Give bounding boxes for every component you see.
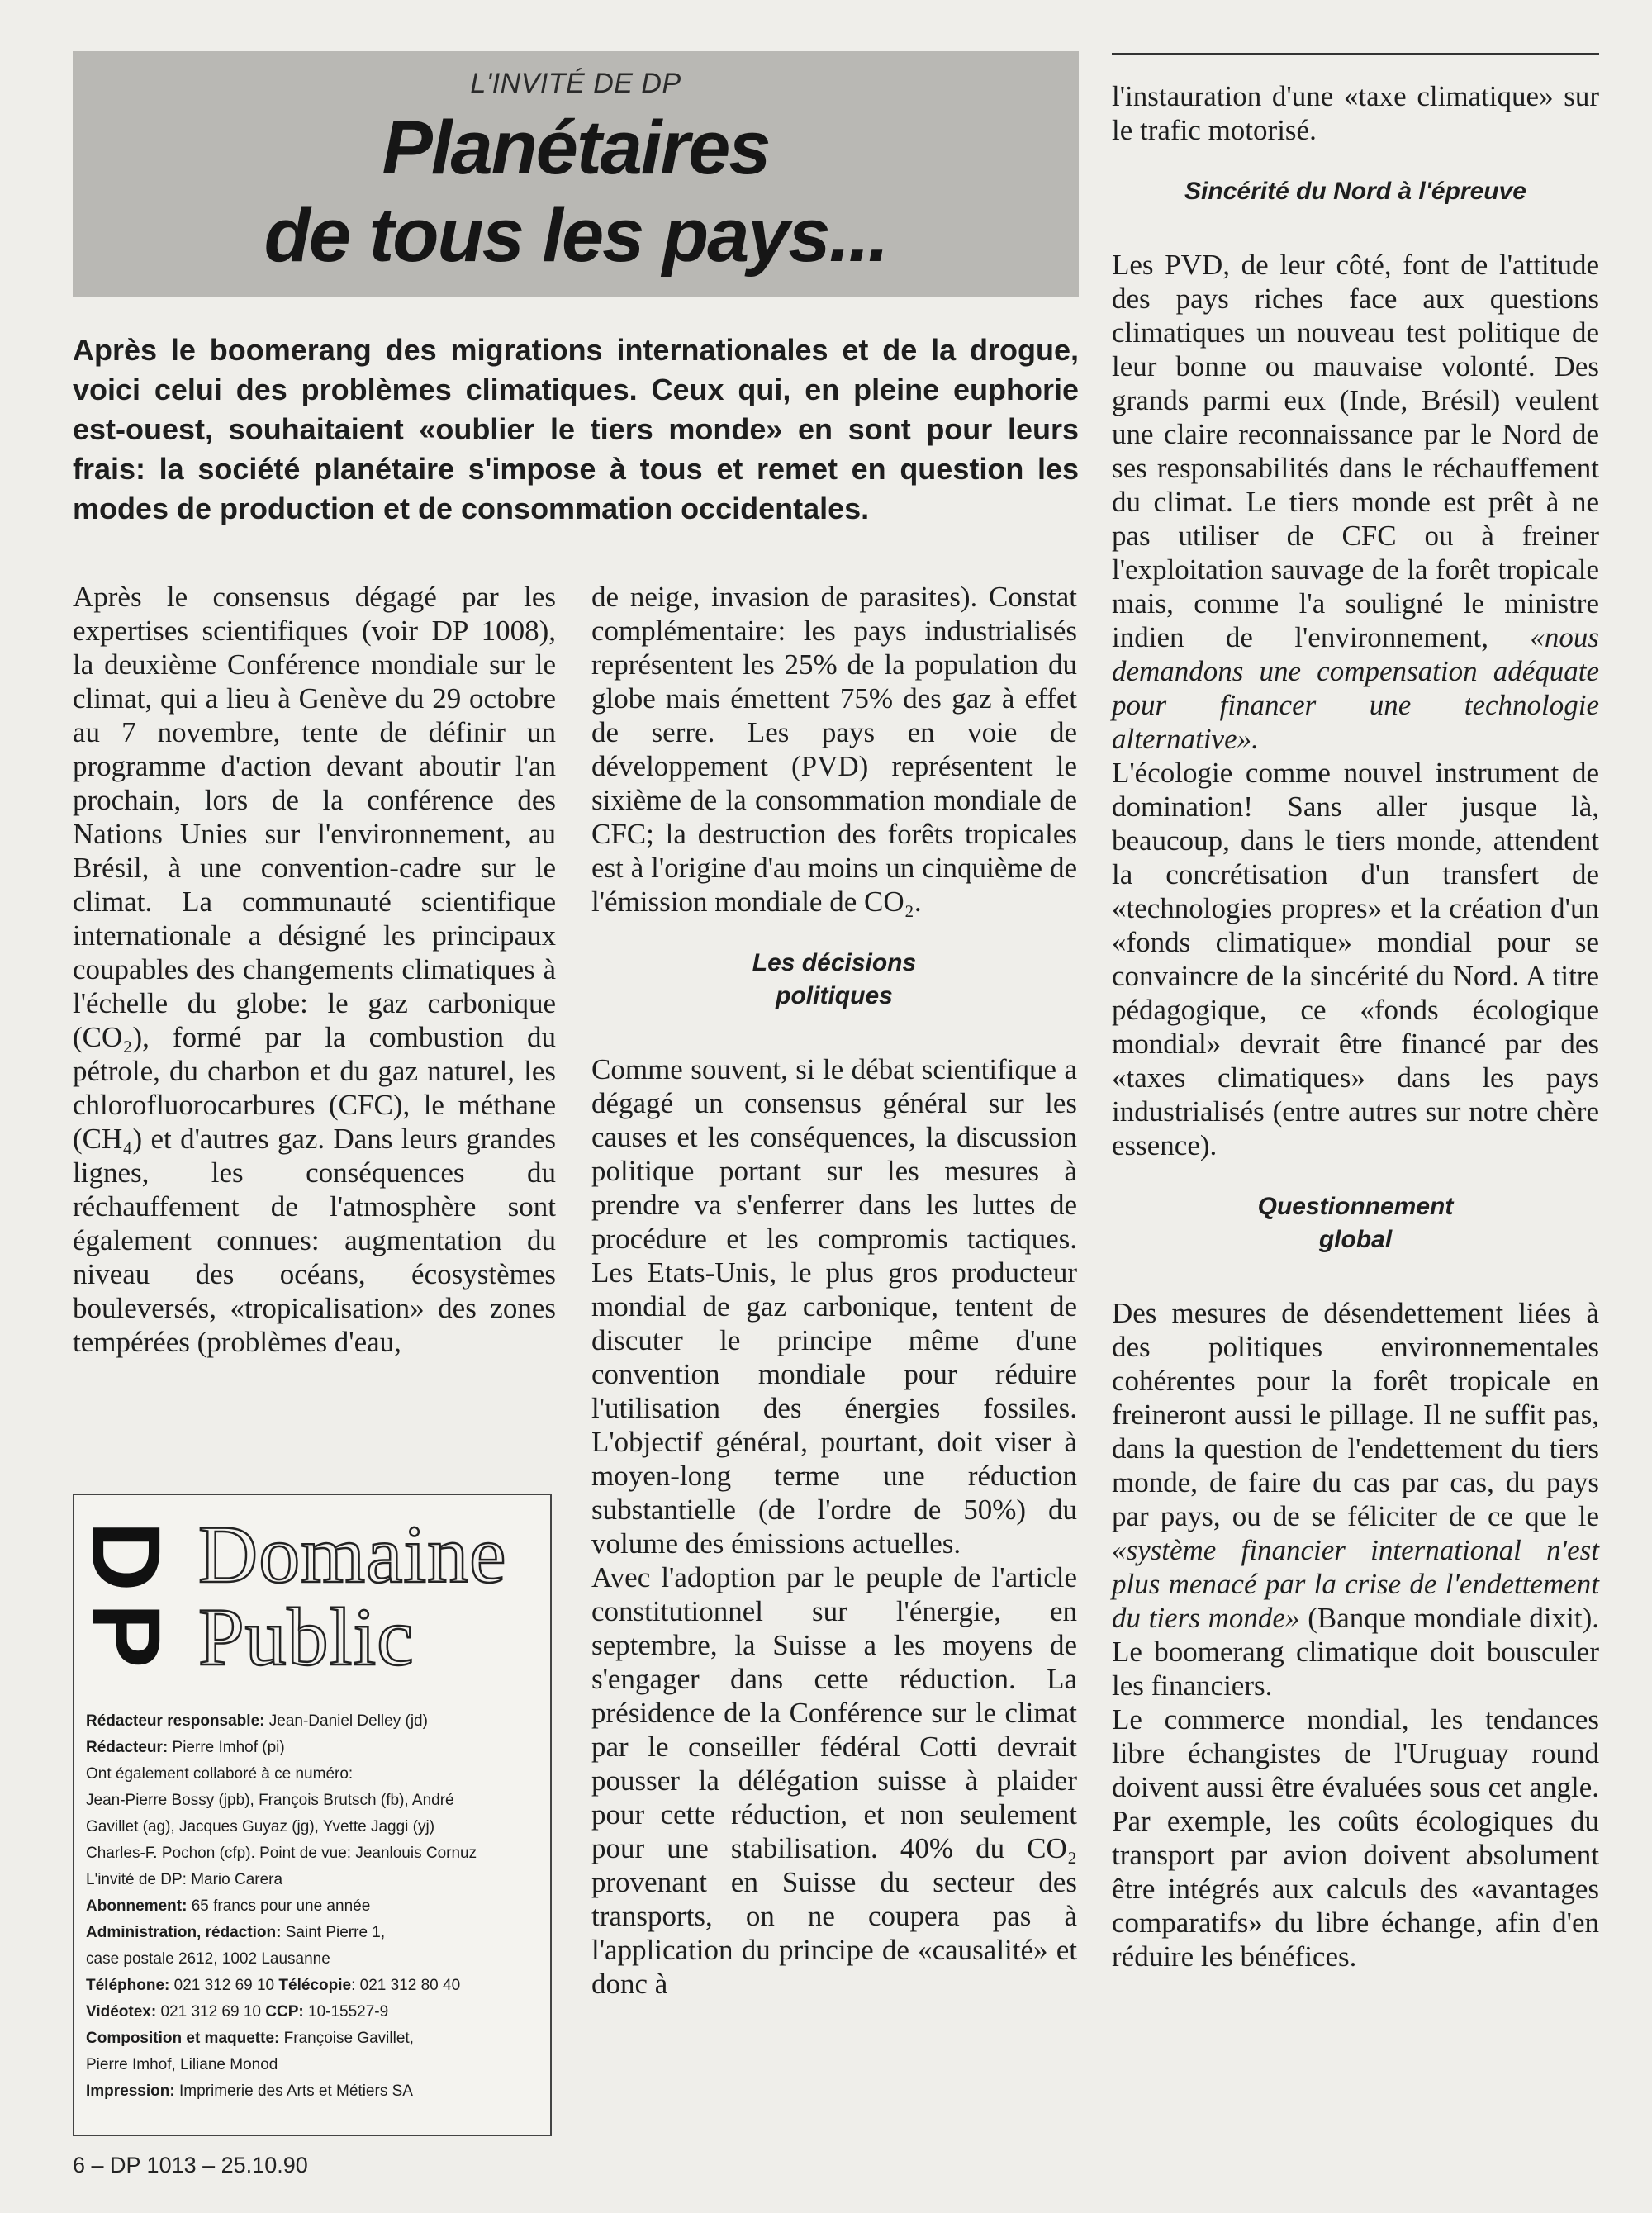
credit-line bbox=[86, 1973, 540, 1999]
credit-text: Saint Pierre 1, bbox=[281, 1924, 386, 1941]
subheading bbox=[591, 947, 1077, 1013]
credit-label: CCP: bbox=[265, 2003, 304, 2021]
text-run: (Banque mondiale dixit). Le boomerang climatique doit bousculer les financiers. bbox=[1112, 1602, 1600, 1702]
credit-text: 65 francs pour une année bbox=[187, 1897, 371, 1915]
subheading-line: Sincérité du Nord à l'épreuve bbox=[1184, 178, 1526, 205]
credit-line bbox=[86, 1814, 540, 1840]
paragraph bbox=[1112, 1296, 1599, 1702]
credit-text: case postale 2612, 1002 Lausanne bbox=[86, 1950, 330, 1968]
credit-line bbox=[86, 1735, 540, 1761]
paragraph: l'instauration d'une «taxe climatique» sur le trafic motorisé. bbox=[1112, 80, 1599, 146]
masthead-wordmark bbox=[198, 1508, 507, 1683]
paragraph: de neige, invasion de parasites). Constat complémentaire: les pays industrialisés représentent les 25% de la population du globe mais émettent 75% des gaz à effet de serre. Les pays en voie de développement (PVD) représentent le sixième de la consommation mondiale de CFC; la destruction des forêts tropicales est à l'origine d'au moins un cinquième de l'émission mondiale de CO₂. bbox=[591, 581, 1077, 918]
paragraph: Comme souvent, si le débat scientifique a dégagé un consensus général sur les causes et les conséquences, la discussion politique portant sur les mesures à prendre va s'enferrer dans les luttes de procédure et les compromis tactiques. Les Etats-Unis, le plus gros producteur mondial de gaz carbonique, tentent de discuter le principe même d'une convention mondiale pour réduire l'utilisation des énergies fossiles. L'objectif général, pourtant, doit viser à moyen-long terme une réduction substantielle (de l'ordre de 50%) du volume des émissions actuelles. bbox=[591, 1053, 1077, 1560]
text-run: Les PVD, de leur côté, font de l'attitude des pays riches face aux questions climatiques un nouveau test politique de leur bonne ou mauvaise volonté. Des grands parmi eux (Inde, Brésil) veulent une claire reconnaissance par le Nord de ses responsabilités dans le réchauffement du climat. Le tiers monde est prêt à ne pas utiliser de CFC ou à freiner l'exploitation sauvage de la forêt tropicale mais, comme l'a souligné le ministre indien de l'environnement, bbox=[1112, 249, 1599, 653]
paragraph: L'écologie comme nouvel instrument de domination! Sans aller jusque là, beaucoup, dans le tiers monde, attendent la concrétisation d'un transfert de «technologies propres» et la création d'un «fonds climatique» mondial pour se convaincre de la sincérité du Nord. A titre pédagogique, ce «fonds écologique mondial» devrait être financé par des «taxes climatiques» dans les pays industrialisés (entre autres sur notre chère essence). bbox=[1112, 757, 1599, 1161]
credit-line bbox=[86, 2052, 540, 2078]
dp-logo-letters bbox=[71, 1517, 180, 1674]
paragraph: Avec l'adoption par le peuple de l'article constitutionnel sur l'énergie, en septembre, la Suisse a les moyens de s'engager dans cette réduction. La présidence de la Conférence sur le climat par le conseiller fédéral Cotti devrait pousser la délégation suisse à plaider pour cette réduction, et non seulement pour une stabilisation. 40% du CO₂ provenant en Suisse du secteur des transports, on ne coupera pas à l'application du principe de «causalité» et donc à bbox=[591, 1561, 1077, 2000]
credit-text: Jean-Daniel Delley (jd) bbox=[264, 1712, 428, 1730]
page-folio: 6 – DP 1013 – 25.10.90 bbox=[73, 2153, 308, 2177]
column-1 bbox=[73, 580, 556, 1359]
title-line-1: Planétaires bbox=[382, 106, 770, 190]
wordmark-line-1: Domaine bbox=[198, 1508, 507, 1600]
credits bbox=[86, 1708, 540, 2105]
credit-line bbox=[86, 1946, 540, 1973]
credit-label: Composition et maquette: bbox=[86, 2030, 280, 2047]
credit-label: Abonnement: bbox=[86, 1897, 188, 1915]
credit-line bbox=[86, 1788, 540, 1814]
credit-text: Pierre Imhof, Liliane Monod bbox=[86, 2056, 278, 2073]
title-line-2: de tous les pays... bbox=[263, 193, 888, 278]
credit-text: Gavillet (ag), Jacques Guyaz (jg), Yvette Jaggi (yj) bbox=[86, 1818, 435, 1835]
credit-label: Impression: bbox=[86, 2082, 175, 2100]
credit-text: Françoise Gavillet, bbox=[279, 2030, 414, 2047]
credit-text: Pierre Imhof (pi) bbox=[168, 1739, 285, 1756]
credit-line bbox=[86, 1840, 540, 1867]
credit-label: Télécopie bbox=[278, 1977, 352, 1994]
logo-letter-d: D bbox=[71, 1521, 180, 1592]
credit-text: Ont également collaboré à ce numéro: bbox=[86, 1765, 354, 1783]
credit-label: Administration, rédaction: bbox=[86, 1924, 282, 1941]
credit-text: 021 312 69 10 bbox=[156, 2003, 266, 2021]
kicker: L'INVITÉ DE DP bbox=[470, 68, 681, 99]
column-rule bbox=[1112, 53, 1599, 55]
logo-letter-p: P bbox=[71, 1603, 180, 1669]
column-3 bbox=[1112, 79, 1599, 1973]
quote: «système financier international n'est plus menacé par la crise de l'endettement du tiers monde» bbox=[1112, 1534, 1599, 1634]
credit-text: Charles-F. Pochon (cfp). Point de vue: Jeanlouis Cornuz bbox=[86, 1845, 477, 1862]
credit-text: Imprimerie des Arts et Métiers SA bbox=[174, 2082, 413, 2100]
credit-line bbox=[86, 1893, 540, 1920]
masthead-box bbox=[73, 1494, 552, 2136]
credit-line bbox=[86, 1708, 540, 1735]
credit-text: 021 312 69 10 bbox=[169, 1977, 279, 1994]
subheading-line: global bbox=[1318, 1226, 1393, 1253]
article-header bbox=[73, 51, 1079, 297]
column-2 bbox=[591, 580, 1077, 2001]
credit-line bbox=[86, 1761, 540, 1788]
credit-text: L'invité de DP: Mario Carera bbox=[86, 1871, 283, 1888]
credit-label: Vidéotex: bbox=[86, 2003, 157, 2021]
credit-label: Rédacteur: bbox=[86, 1739, 169, 1756]
credit-text: 10-15527-9 bbox=[303, 2003, 389, 2021]
subheading-line: Les décisions bbox=[752, 949, 917, 976]
paragraph: Après le consensus dégagé par les expertises scientifiques (voir DP 1008), la deuxième Conférence mondiale sur le climat, qui a lieu à Genève du 29 octobre au 7 novembre, tente de définir un programme d'action devant aboutir l'an prochain, lors de la conférence des Nations Unies sur l'environnement, au Brésil, à une convention-cadre sur le climat. La communauté scientifique internationale a désigné les principaux coupables des changements climatiques à l'échelle du globe: le gaz carbonique (CO₂), formé par la combustion du pétrole, du charbon et du gaz naturel, les chlorofluorocarbures (CFC), le méthane (CH₄) et d'autres gaz. Dans leurs grandes lignes, les conséquences du réchauffement de l'atmosphère sont également connues: augmentation du niveau des océans, écosystèmes bouleversés, «tropicalisation» des zones tempérées (problèmes d'eau, bbox=[73, 581, 556, 1358]
credit-label: Rédacteur responsable: bbox=[86, 1712, 265, 1730]
lead-paragraph: Après le boomerang des migrations internationales et de la drogue, voici celui des problèmes climatiques. Ceux qui, en pleine euphorie est-ouest, souhaitaient «oublier le tiers monde» en sont pour leurs frais: la société planétaire s'impose à tous et remet en question les modes de production et de consommation occidentales. bbox=[73, 333, 1079, 525]
wordmark-line-2: Public bbox=[198, 1591, 415, 1683]
credit-line bbox=[86, 1867, 540, 1893]
credit-line bbox=[86, 2078, 540, 2105]
credit-text: Jean-Pierre Bossy (jpb), François Brutsch (fb), André bbox=[86, 1792, 454, 1809]
credit-text: : 021 312 80 40 bbox=[351, 1977, 461, 1994]
credit-line bbox=[86, 2025, 540, 2052]
credit-line bbox=[86, 1999, 540, 2025]
paragraph bbox=[1112, 248, 1599, 756]
subheading-line: politiques bbox=[776, 982, 893, 1009]
subheading bbox=[1112, 175, 1599, 208]
paragraph: Le commerce mondial, les tendances libre échangistes de l'Uruguay round doivent aussi être évaluées sous cet angle. Par exemple, les coûts écologiques du transport par avion doivent absolument être intégrés aux calculs des «avantages comparatifs» du libre échange, afin d'en réduire les bénéfices. bbox=[1112, 1703, 1599, 1973]
quote: «nous demandons une compensation adéquate pour financer une technologie alternative». bbox=[1112, 621, 1600, 755]
subheading-line: Questionnement bbox=[1257, 1193, 1454, 1220]
credit-line bbox=[86, 1920, 540, 1946]
credit-label: Téléphone: bbox=[86, 1977, 170, 1994]
text-run: Des mesures de désendettement liées à des politiques environnementales cohérentes pour la forêt tropicale en freineront aussi le pillage. Il ne suffit pas, dans la question de l'endettement du tiers monde, de faire du cas par cas, du pays par pays, ou de se féliciter de ce que le bbox=[1112, 1297, 1599, 1532]
article-title bbox=[73, 104, 1079, 279]
subheading bbox=[1112, 1190, 1599, 1256]
